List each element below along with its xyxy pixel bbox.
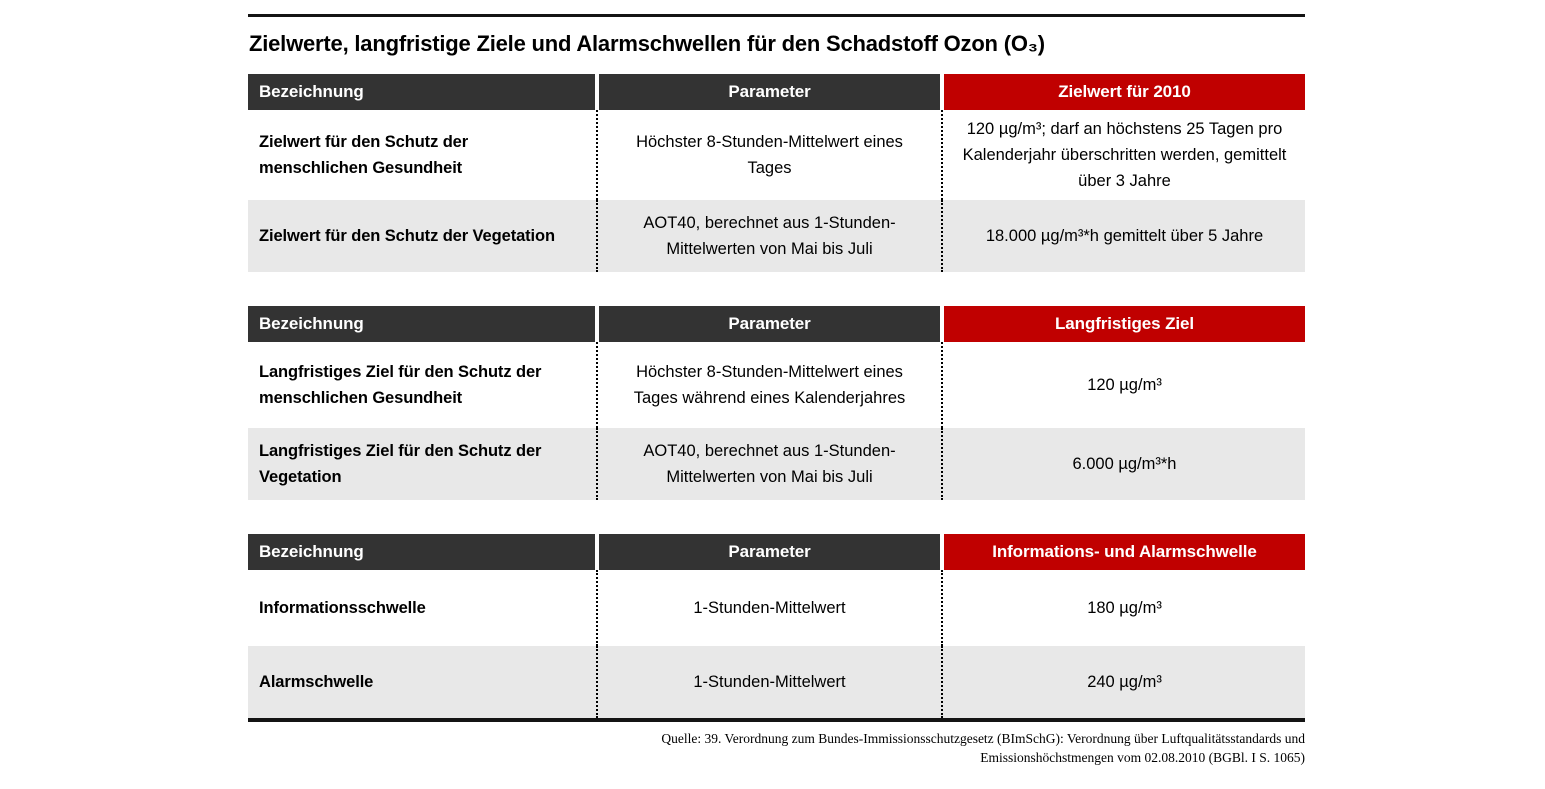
figure-title: Zielwerte, langfristige Ziele und Alarmschwellen für den Schadstoff Ozon (O₃) [249, 31, 1045, 56]
cell-bezeichnung: Informationsschwelle [259, 599, 426, 617]
col-header-informations-alarmschwelle: Informations- und Alarmschwelle [944, 534, 1305, 570]
cell-parameter: 1-Stunden-Mittelwert [693, 673, 846, 691]
source-line-2: Emissionshöchstmengen vom 02.08.2010 (BGBl. I S. 1065) [980, 750, 1305, 765]
cell-value: 180 µg/m³ [1087, 599, 1162, 617]
table-row [248, 110, 1305, 200]
col-header-bezeichnung: Bezeichnung [248, 534, 595, 570]
col-header-bezeichnung: Bezeichnung [248, 306, 595, 342]
table-spacer [248, 272, 1305, 306]
cell-bezeichnung: Zielwert für den Schutz der menschlichen Gesundheit [259, 133, 469, 177]
cell-bezeichnung: Langfristiges Ziel für den Schutz der Vegetation [259, 442, 542, 486]
cell-value: 120 µg/m³ [1087, 376, 1162, 394]
cell-value: 6.000 µg/m³*h [1072, 455, 1177, 473]
header-row [248, 306, 1305, 342]
source-citation [248, 729, 1305, 767]
col-header-parameter: Parameter [599, 306, 940, 342]
source-line-1: Quelle: 39. Verordnung zum Bundes-Immissionsschutzgesetz (BImSchG): Verordnung über Luftqualitätsstandards und [661, 731, 1305, 746]
top-rule [248, 14, 1305, 17]
table-row [248, 646, 1305, 718]
cell-parameter: AOT40, berechnet aus 1-Stunden-Mittelwerten von Mai bis Juli [643, 442, 896, 486]
cell-parameter: Höchster 8-Stunden-Mittelwert eines Tages [636, 133, 903, 177]
ozone-limits-infographic [248, 14, 1305, 767]
bottom-rule [248, 718, 1305, 722]
col-header-zielwert-2010: Zielwert für 2010 [944, 74, 1305, 110]
table-spacer [248, 500, 1305, 534]
cell-value: 120 µg/m³; darf an höchstens 25 Tagen pro Kalenderjahr überschritten werden, gemittelt über 3 Jahre [962, 120, 1287, 190]
table-row [248, 342, 1305, 428]
table-row [248, 570, 1305, 646]
cell-value: 18.000 µg/m³*h gemittelt über 5 Jahre [985, 227, 1264, 245]
cell-parameter: Höchster 8-Stunden-Mittelwert eines Tages während eines Kalenderjahres [633, 363, 906, 407]
header-row [248, 74, 1305, 110]
cell-value: 240 µg/m³ [1087, 673, 1162, 691]
cell-bezeichnung: Alarmschwelle [259, 673, 374, 691]
col-header-parameter: Parameter [599, 534, 940, 570]
cell-parameter: 1-Stunden-Mittelwert [693, 599, 846, 617]
cell-bezeichnung: Zielwert für den Schutz der Vegetation [259, 227, 555, 245]
col-header-bezeichnung: Bezeichnung [248, 74, 595, 110]
table-row [248, 200, 1305, 272]
table-zielwerte [248, 74, 1305, 272]
header-row [248, 534, 1305, 570]
table-langfristige-ziele [248, 306, 1305, 500]
col-header-parameter: Parameter [599, 74, 940, 110]
col-header-langfristiges-ziel: Langfristiges Ziel [944, 306, 1305, 342]
cell-parameter: AOT40, berechnet aus 1-Stunden-Mittelwerten von Mai bis Juli [643, 214, 896, 258]
cell-bezeichnung: Langfristiges Ziel für den Schutz der menschlichen Gesundheit [259, 363, 542, 407]
table-row [248, 428, 1305, 500]
table-alarmschwellen [248, 534, 1305, 718]
